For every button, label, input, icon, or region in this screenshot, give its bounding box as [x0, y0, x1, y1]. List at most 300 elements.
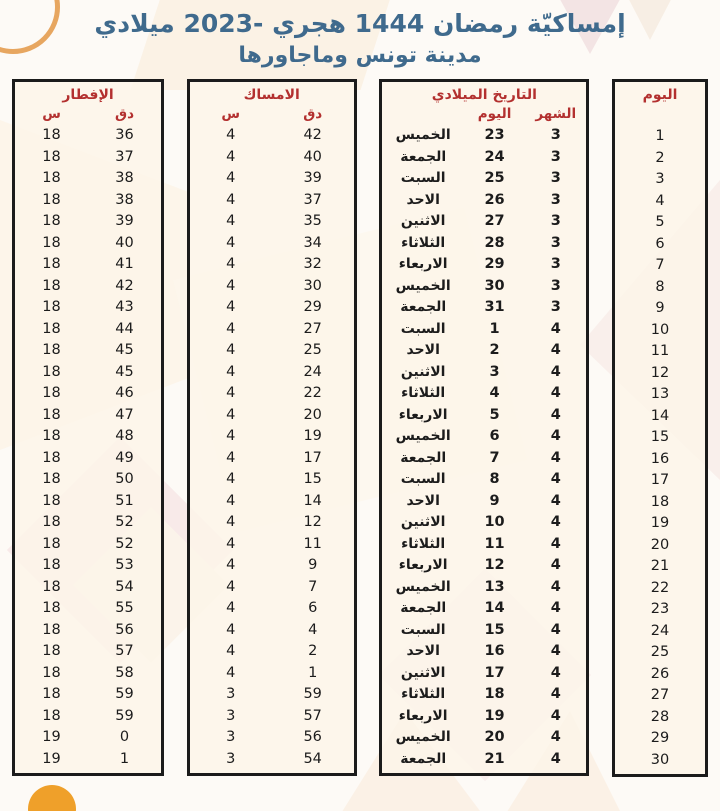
imsak-hour-cell: 4: [226, 406, 236, 423]
table-row: [190, 726, 354, 748]
imsak-hour-cell: 4: [226, 127, 236, 143]
imsak-minute-cell: 22: [303, 385, 322, 401]
table-row: [382, 361, 586, 383]
gregorian-month-cell: 4: [550, 750, 561, 767]
ramadan-day-cell: 10: [650, 321, 670, 338]
iftar-minute-cell: 59: [115, 686, 134, 702]
table-row: [615, 598, 705, 620]
weekday-cell: الجمعة: [400, 600, 447, 616]
table-row: [615, 706, 705, 728]
table-row: [190, 210, 354, 232]
iftar-hour-cell: 18: [42, 621, 61, 638]
table-row: [615, 190, 705, 212]
imsak-minute-cell: 1: [308, 664, 318, 681]
imsak-hour-cell: 4: [226, 514, 236, 530]
table-row: [15, 425, 161, 447]
iftar-hour-cell: 18: [42, 234, 61, 251]
document-header: [0, 0, 720, 70]
iftar-minute-cell: 59: [115, 707, 134, 724]
corner-dot-decoration: [28, 785, 76, 811]
gregorian-day-cell: 25: [484, 170, 505, 186]
imsak-column-title: الامساك: [243, 87, 300, 104]
day-rows: [615, 125, 705, 774]
weekday-cell: الاثنين: [400, 213, 446, 229]
iftar-minute-cell: 38: [115, 170, 134, 186]
gregorian-day-cell: 7: [489, 449, 500, 466]
table-row: [15, 146, 161, 168]
iftar-minute-cell: 1: [119, 750, 130, 767]
iftar-minute-cell: 52: [115, 535, 134, 552]
iftar-minute-cell: 46: [115, 385, 134, 401]
weekday-cell: الاثنين: [400, 664, 446, 681]
table-row: [615, 512, 705, 534]
weekday-cell: الثلاثاء: [401, 686, 446, 702]
day-column-title: اليوم: [642, 87, 678, 104]
table-row: [382, 210, 586, 232]
imsak-minute-cell: 27: [303, 320, 322, 337]
iftar-hour-cell: 18: [42, 277, 61, 294]
table-row: [190, 597, 354, 619]
gregorian-month-cell: 4: [550, 342, 561, 358]
weekday-cell: الثلاثاء: [401, 385, 446, 401]
ramadan-day-cell: 17: [650, 472, 670, 488]
iftar-hour-cell: 18: [42, 127, 61, 143]
table-row: [615, 211, 705, 233]
iftar-hour-cell: 18: [42, 320, 61, 337]
gregorian-day-cell: 6: [489, 428, 500, 444]
table-row: [15, 683, 161, 705]
imsak-minute-cell: 37: [303, 191, 322, 208]
iftar-minute-cell: 50: [115, 471, 134, 487]
ramadan-day-cell: 24: [650, 622, 670, 639]
table-row: [615, 276, 705, 298]
table-row: [382, 576, 586, 598]
iftar-minute-cell: 36: [115, 127, 134, 143]
table-row: [382, 662, 586, 684]
gregorian-day-cell: 13: [484, 578, 505, 595]
table-row: [190, 576, 354, 598]
ramadan-day-cell: 13: [650, 386, 670, 402]
gregorian-day-cell: 27: [484, 213, 505, 229]
imsak-minute-cell: 15: [303, 471, 322, 487]
table-row: [382, 339, 586, 361]
table-row: [382, 447, 586, 469]
imsak-minute-cell: 4: [308, 621, 318, 638]
table-row: [615, 491, 705, 513]
iftar-minute-cell: 48: [115, 428, 134, 444]
iftar-hour-cell: 18: [42, 557, 61, 573]
imsak-hour-cell: 3: [226, 707, 236, 724]
iftar-hour-cell: 18: [42, 385, 61, 401]
iftar-panel: [12, 79, 164, 776]
iftar-hour-cell: 18: [42, 600, 61, 616]
table-row: [190, 232, 354, 254]
gregorian-day-cell: 16: [484, 643, 505, 659]
table-row: [15, 275, 161, 297]
gregorian-month-cell: 3: [550, 277, 561, 294]
imsak-hour-cell: 4: [226, 256, 236, 272]
table-row: [15, 748, 161, 770]
weekday-cell: الخميس: [395, 127, 451, 143]
iftar-hour-cell: 19: [42, 750, 61, 767]
table-row: [615, 233, 705, 255]
gregorian-day-cell: 20: [484, 729, 505, 745]
gregorian-month-cell: 4: [550, 320, 561, 337]
page-subtitle: مدينة تونس وماجاورها: [238, 43, 482, 68]
gregorian-month-cell: 4: [550, 449, 561, 466]
table-row: [382, 124, 586, 146]
ramadan-day-cell: 15: [650, 429, 670, 445]
gregorian-month-cell: 4: [550, 471, 561, 487]
table-row: [382, 533, 586, 555]
weekday-cell: الثلاثاء: [401, 535, 446, 552]
imsak-hour-cell: 4: [226, 320, 236, 337]
ramadan-day-cell: 23: [650, 601, 670, 617]
gregorian-day-cell: 14: [484, 600, 505, 616]
table-row: [615, 426, 705, 448]
table-row: [382, 705, 586, 727]
gregorian-day-cell: 26: [484, 191, 505, 208]
gregorian-month-cell: 4: [550, 406, 561, 423]
table-row: [15, 490, 161, 512]
gregorian-day-cell: 21: [484, 750, 505, 767]
imsak-minute-cell: 30: [303, 277, 322, 294]
gregorian-day-cell: 18: [484, 686, 505, 702]
weekday-cell: الاحد: [406, 492, 440, 509]
imsak-minute-cell: 24: [303, 363, 322, 380]
ramadan-day-cell: 29: [650, 730, 670, 746]
table-row: [190, 619, 354, 641]
gregorian-subheaders: [382, 103, 586, 124]
table-row: [615, 448, 705, 470]
imsak-minute-cell: 19: [303, 428, 322, 444]
imsak-hour-cell: 4: [226, 277, 236, 294]
table-row: [15, 533, 161, 555]
iftar-minute-cell: 44: [115, 320, 134, 337]
table-row: [15, 576, 161, 598]
imsak-minute-cell: 17: [303, 449, 322, 466]
weekday-cell: الاربعاء: [398, 406, 448, 423]
table-row: [615, 147, 705, 169]
gregorian-month-cell: 3: [550, 191, 561, 208]
table-row: [15, 404, 161, 426]
gregorian-day-cell: 3: [489, 363, 500, 380]
table-row: [615, 297, 705, 319]
table-row: [382, 404, 586, 426]
table-row: [615, 319, 705, 341]
ramadan-day-cell: 2: [655, 149, 665, 166]
table-row: [615, 749, 705, 771]
ramadan-day-cell: 3: [655, 171, 665, 187]
imsak-hour-cell: 4: [226, 578, 236, 595]
imsak-hour-cell: 4: [226, 148, 236, 165]
ramadan-day-cell: 28: [650, 708, 670, 725]
gregorian-month-cell: 4: [550, 514, 561, 530]
imsak-hour-cell: 3: [226, 686, 236, 702]
gregorian-column-title: التاريخ الميلادي: [431, 87, 537, 104]
gregorian-date-panel: [379, 79, 589, 776]
imsak-hour-header: س: [221, 106, 240, 123]
imsak-minute-cell: 39: [303, 170, 322, 186]
iftar-hour-cell: 18: [42, 148, 61, 165]
imsak-minute-cell: 32: [303, 256, 322, 272]
imsak-hour-cell: 3: [226, 750, 236, 767]
table-row: [615, 340, 705, 362]
gregorian-month-cell: 3: [550, 170, 561, 186]
weekday-cell: الخميس: [395, 428, 451, 444]
weekday-cell: السبت: [400, 621, 446, 638]
iftar-hour-cell: 18: [42, 170, 61, 186]
weekday-cell: الاربعاء: [398, 707, 448, 724]
table-row: [615, 727, 705, 749]
table-row: [15, 167, 161, 189]
ramadan-day-cell: 5: [655, 214, 665, 230]
ramadan-day-cell: 14: [650, 407, 670, 424]
iftar-hour-cell: 18: [42, 686, 61, 702]
ramadan-day-cell: 18: [650, 493, 670, 510]
imsak-hour-cell: 4: [226, 234, 236, 251]
gregorian-day-cell: 5: [489, 406, 500, 423]
weekday-cell: السبت: [400, 170, 446, 186]
table-row: [15, 640, 161, 662]
table-row: [190, 425, 354, 447]
gregorian-month-cell: 4: [550, 428, 561, 444]
ramadan-day-cell: 25: [650, 644, 670, 660]
imsak-minute-cell: 42: [303, 127, 322, 143]
ramadan-day-cell: 9: [655, 300, 665, 316]
ramadan-day-panel: [612, 79, 708, 777]
imsak-minute-cell: 6: [308, 600, 318, 616]
table-row: [382, 275, 586, 297]
iftar-subheaders: [15, 103, 161, 124]
imsak-minute-cell: 20: [303, 406, 322, 423]
iftar-hour-cell: 19: [42, 729, 61, 745]
gregorian-month-cell: 4: [550, 557, 561, 573]
gregorian-day-cell: 2: [489, 342, 500, 358]
gregorian-month-cell: 4: [550, 363, 561, 380]
table-row: [15, 361, 161, 383]
gregorian-day-cell: 4: [489, 385, 500, 401]
iftar-column-title: الإفطار: [62, 87, 114, 104]
iftar-minute-cell: 57: [115, 643, 134, 659]
table-row: [190, 705, 354, 727]
imsak-hour-cell: 4: [226, 492, 236, 509]
table-row: [615, 469, 705, 491]
iftar-hour-cell: 18: [42, 664, 61, 681]
table-row: [382, 490, 586, 512]
gregorian-day-header: اليوم: [477, 106, 512, 123]
imsak-hour-cell: 4: [226, 449, 236, 466]
weekday-cell: الاربعاء: [398, 256, 448, 272]
table-row: [15, 296, 161, 318]
table-row: [615, 663, 705, 685]
iftar-hour-cell: 18: [42, 342, 61, 358]
ramadan-day-cell: 16: [650, 450, 670, 467]
table-row: [190, 124, 354, 146]
iftar-minute-cell: 49: [115, 449, 134, 466]
iftar-hour-cell: 18: [42, 256, 61, 272]
gregorian-month-cell: 3: [550, 127, 561, 143]
table-row: [190, 683, 354, 705]
iftar-minute-cell: 42: [115, 277, 134, 294]
gregorian-day-cell: 28: [484, 234, 505, 251]
iftar-hour-cell: 18: [42, 299, 61, 315]
table-row: [190, 662, 354, 684]
weekday-cell: الاثنين: [400, 514, 446, 530]
gregorian-month-cell: 4: [550, 643, 561, 659]
iftar-minute-cell: 38: [115, 191, 134, 208]
gregorian-month-cell: 3: [550, 256, 561, 272]
gregorian-month-cell: 4: [550, 535, 561, 552]
table-row: [190, 511, 354, 533]
ramadan-day-cell: 7: [655, 257, 665, 273]
gregorian-month-cell: 4: [550, 729, 561, 745]
gregorian-day-cell: 19: [484, 707, 505, 724]
iftar-hour-cell: 18: [42, 578, 61, 595]
table-row: [15, 447, 161, 469]
imsak-minute-cell: 54: [303, 750, 322, 767]
table-row: [190, 146, 354, 168]
imsak-minute-cell: 56: [303, 729, 322, 745]
weekday-cell: الجمعة: [400, 750, 447, 767]
gregorian-month-cell: 3: [550, 234, 561, 251]
weekday-cell: الخميس: [395, 729, 451, 745]
table-row: [190, 382, 354, 404]
gregorian-day-cell: 30: [484, 277, 505, 294]
table-row: [382, 640, 586, 662]
iftar-hour-cell: 18: [42, 449, 61, 466]
imsak-minute-cell: 57: [303, 707, 322, 724]
iftar-minute-cell: 55: [115, 600, 134, 616]
imsak-rows: [190, 124, 354, 773]
table-row: [15, 619, 161, 641]
weekday-cell: الاحد: [406, 643, 440, 659]
ramadan-day-cell: 1: [655, 128, 665, 144]
table-row: [382, 146, 586, 168]
imsak-hour-cell: 4: [226, 643, 236, 659]
table-row: [190, 167, 354, 189]
table-row: [382, 189, 586, 211]
ramadan-day-cell: 11: [650, 343, 670, 359]
ramadan-day-cell: 8: [655, 278, 665, 295]
ramadan-day-cell: 26: [650, 665, 670, 682]
table-row: [15, 318, 161, 340]
imsak-hour-cell: 4: [226, 535, 236, 552]
table-row: [190, 447, 354, 469]
table-row: [15, 468, 161, 490]
table-row: [615, 362, 705, 384]
weekday-cell: الاحد: [406, 342, 440, 358]
table-row: [190, 748, 354, 770]
table-row: [382, 554, 586, 576]
table-row: [15, 662, 161, 684]
page-title: إمساكيّة رمضان 1444 هجري -2023 ميلادي: [94, 9, 626, 38]
iftar-hour-cell: 18: [42, 707, 61, 724]
gregorian-day-cell: 12: [484, 557, 505, 573]
iftar-hour-cell: 18: [42, 643, 61, 659]
iftar-hour-cell: 18: [42, 363, 61, 380]
iftar-hour-cell: 18: [42, 428, 61, 444]
gregorian-month-cell: 4: [550, 664, 561, 681]
iftar-hour-cell: 18: [42, 492, 61, 509]
iftar-minute-cell: 51: [115, 492, 134, 509]
ramadan-day-cell: 6: [655, 235, 665, 252]
table-row: [190, 404, 354, 426]
imsak-hour-cell: 4: [226, 385, 236, 401]
table-row: [15, 382, 161, 404]
gregorian-day-cell: 29: [484, 256, 505, 272]
gregorian-day-cell: 17: [484, 664, 505, 681]
table-row: [615, 620, 705, 642]
ramadan-day-cell: 30: [650, 751, 670, 768]
table-row: [615, 383, 705, 405]
gregorian-month-cell: 4: [550, 578, 561, 595]
table-row: [190, 275, 354, 297]
weekday-cell: الثلاثاء: [401, 234, 446, 251]
iftar-minute-cell: 54: [115, 578, 134, 595]
table-row: [15, 124, 161, 146]
table-row: [382, 425, 586, 447]
table-row: [382, 619, 586, 641]
imsak-hour-cell: 4: [226, 191, 236, 208]
table-row: [382, 253, 586, 275]
imsak-hour-cell: 4: [226, 600, 236, 616]
table-row: [190, 189, 354, 211]
table-row: [382, 726, 586, 748]
iftar-minute-cell: 41: [115, 256, 134, 272]
table-row: [615, 125, 705, 147]
imsak-hour-cell: 4: [226, 342, 236, 358]
table-row: [15, 705, 161, 727]
imsak-minute-cell: 35: [303, 213, 322, 229]
ramadan-day-cell: 27: [650, 687, 670, 703]
imsak-hour-cell: 4: [226, 213, 236, 229]
imsak-minute-header: دق: [303, 106, 323, 123]
iftar-minute-cell: 43: [115, 299, 134, 315]
iftar-hour-cell: 18: [42, 191, 61, 208]
weekday-cell: الاثنين: [400, 363, 446, 380]
table-row: [15, 189, 161, 211]
gregorian-month-cell: 4: [550, 385, 561, 401]
imsak-minute-cell: 12: [303, 514, 322, 530]
table-row: [615, 577, 705, 599]
iftar-hour-cell: 18: [42, 535, 61, 552]
iftar-hour-cell: 18: [42, 213, 61, 229]
weekday-cell: الخميس: [395, 277, 451, 294]
table-row: [15, 511, 161, 533]
gregorian-day-cell: 15: [484, 621, 505, 638]
gregorian-day-cell: 8: [489, 471, 500, 487]
table-row: [615, 684, 705, 706]
table-row: [615, 405, 705, 427]
ramadan-day-cell: 12: [650, 364, 670, 381]
iftar-hour-header: س: [42, 106, 61, 123]
iftar-minute-header: دق: [115, 106, 135, 123]
table-row: [15, 232, 161, 254]
table-row: [615, 534, 705, 556]
ramadan-day-cell: 20: [650, 536, 670, 553]
table-row: [382, 511, 586, 533]
ramadan-day-cell: 19: [650, 515, 670, 531]
table-row: [190, 640, 354, 662]
table-row: [615, 168, 705, 190]
imsak-panel: [187, 79, 357, 776]
gregorian-day-cell: 9: [489, 492, 500, 509]
table-row: [190, 361, 354, 383]
imsak-minute-cell: 34: [303, 234, 322, 251]
table-row: [382, 167, 586, 189]
imsak-minute-cell: 25: [303, 342, 322, 358]
